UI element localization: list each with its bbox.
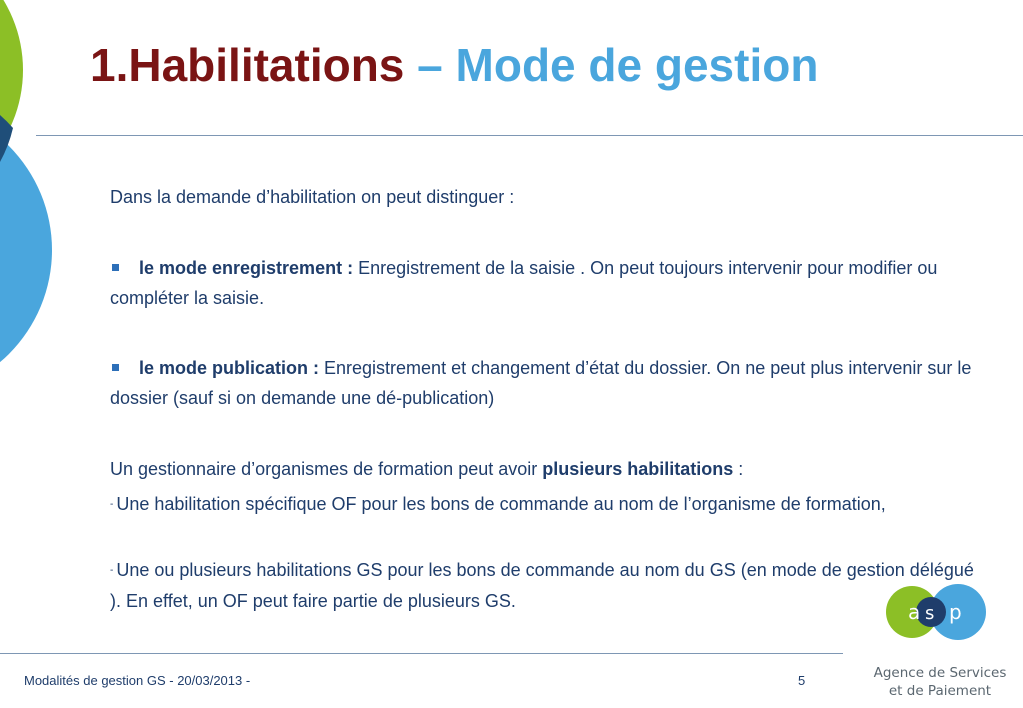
square-bullet-icon [112, 264, 119, 271]
bullet-term: le mode publication : [139, 358, 320, 378]
page-title [90, 40, 818, 91]
organization-name [862, 664, 1018, 700]
dash-text: Une habilitation spécifique OF pour les bons de commande au nom de l’organisme de formation, [116, 494, 886, 514]
habilitations-paragraph [110, 454, 743, 484]
org-name-line1: Agence de Services [873, 665, 1007, 681]
title-accent: – Mode de gestion [417, 39, 819, 91]
page-number: 5 [798, 673, 806, 688]
dash-item [110, 489, 886, 520]
intro-text: Dans la demande d’habilitation on peut distinguer : [110, 187, 515, 207]
footer-label: Modalités de gestion GS - 20/03/2013 - [24, 673, 251, 688]
square-bullet-icon [112, 364, 119, 371]
bullet-text: Enregistrement et changement d’état du dossier. On ne peut plus intervenir sur le dossier (sauf si on demande une dé-publication) [110, 358, 972, 408]
asp-logo [886, 583, 990, 641]
paragraph-bold: plusieurs habilitations [542, 459, 734, 479]
logo-letter-p: p [949, 600, 962, 624]
dash-text: Une ou plusieurs habilitations GS pour les bons de commande au nom du GS (en mode de gestion délégué ). En effet, un OF peut faire partie de plusieurs GS. [110, 560, 974, 612]
logo-letter-s: s [925, 603, 935, 624]
bullet-item [110, 253, 980, 313]
paragraph-start: Un gestionnaire d’organismes de formation peut avoir [110, 459, 543, 479]
dash-bullet-icon: - [110, 499, 114, 511]
blue-circle [0, 103, 52, 397]
dash-item [110, 555, 980, 616]
footer-divider [0, 653, 843, 654]
paragraph-end: : [733, 459, 744, 479]
bullet-term: le mode enregistrement : [139, 258, 354, 278]
logo-letter-a: a [908, 600, 921, 624]
dash-bullet-icon: - [110, 565, 114, 577]
decorative-circles [0, 0, 60, 420]
title-divider [36, 135, 1023, 136]
bullet-text: Enregistrement de la saisie . On peut toujours intervenir pour modifier ou compléter la saisie. [110, 258, 938, 308]
bullet-item [110, 353, 980, 413]
title-main: 1.Habilitations [90, 39, 405, 91]
org-name-line2: et de Paiement [888, 683, 992, 699]
